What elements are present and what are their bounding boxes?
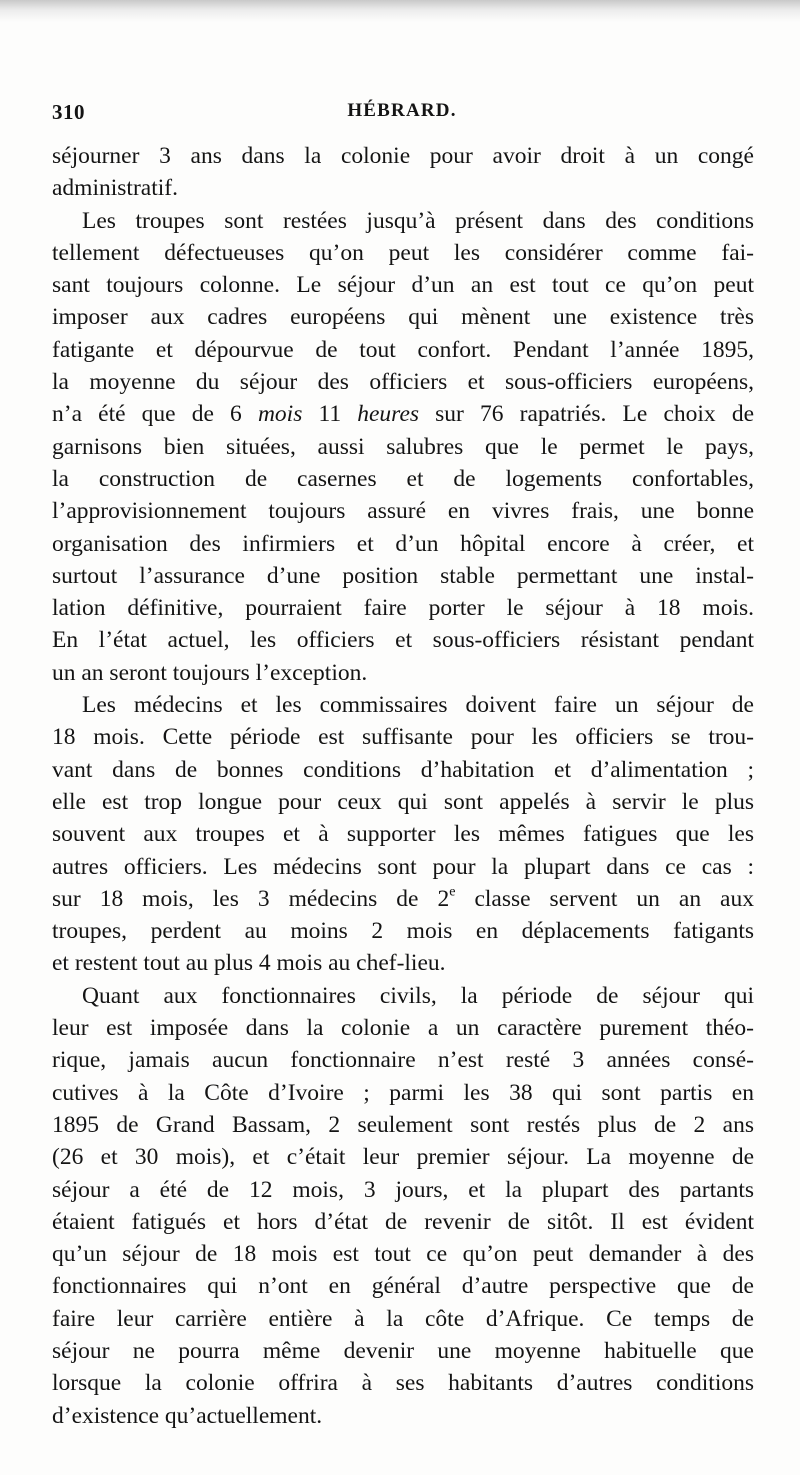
text-line (52, 398, 754, 430)
text-line: organisation des infirmiers et d’un hôpital encore à créer, et (52, 530, 754, 557)
text-fragment: heures (357, 401, 420, 428)
text-line: étaient fatigués et hors d’état de revenir de sitôt. Il est évident (52, 1208, 754, 1235)
body-text (52, 140, 754, 1432)
text-fragment: n’a été que de 6 (52, 401, 258, 428)
text-line: tellement défectueuses qu’on peut les considérer comme fai- (52, 239, 754, 266)
text-line: troupes, perdent au moins 2 mois en déplacements fatigants (52, 918, 754, 945)
text-line: 18 mois. Cette période est suffisante pour les officiers se trou- (52, 724, 754, 751)
text-line: imposer aux cadres européens qui mènent une existence très (52, 304, 754, 331)
text-line: séjour ne pourra même devenir une moyenne habituelle que (52, 1337, 754, 1364)
text-line: Les troupes sont restées jusqu’à présent dans des conditions (82, 207, 754, 234)
text-line: sant toujours colonne. Le séjour d’un an est tout ce qu’on peut (52, 272, 754, 299)
text-line: un an seront toujours l’exception. (52, 659, 368, 686)
text-line: la moyenne du séjour des officiers et sous-officiers européens, (52, 369, 754, 396)
text-line: la construction de casernes et de logements confortables, (52, 465, 754, 492)
text-line: séjour a été de 12 mois, 3 jours, et la plupart des partants (52, 1176, 754, 1203)
text-line: et restent tout au plus 4 mois au chef-lieu. (52, 950, 446, 977)
text-line: (26 et 30 mois), et c’était leur premier séjour. La moyenne de (52, 1144, 754, 1171)
text-line: faire leur carrière entière à la côte d’Afrique. Ce temps de (52, 1305, 754, 1332)
text-line: En l’état actuel, les officiers et sous-officiers résistant pendant (52, 627, 754, 654)
text-line: fatigante et dépourvue de tout confort. Pendant l’année 1895, (52, 336, 754, 363)
text-fragment: mois (257, 401, 303, 428)
text-line: fonctionnaires qui n’ont en général d’autre perspective que de (52, 1273, 754, 1300)
text-fragment: 11 (302, 401, 358, 428)
text-fragment: classe servent un an aux (455, 885, 754, 912)
text-line: lorsque la colonie offrira à ses habitants d’autres conditions (52, 1370, 754, 1397)
text-line: lation définitive, pourraient faire porter le séjour à 18 mois. (52, 595, 754, 622)
text-line: cutives à la Côte d’Ivoire ; parmi les 38 qui sont partis en (52, 1079, 754, 1106)
text-line: leur est imposée dans la colonie a un caractère purement théo- (52, 1015, 754, 1042)
text-line: d’existence qu’actuellement. (52, 1402, 323, 1429)
running-head: HÉBRARD. (347, 100, 457, 121)
text-line: Les médecins et les commissaires doivent faire un séjour de (82, 692, 754, 719)
text-line: vant dans de bonnes conditions d’habitation et d’alimentation ; (52, 756, 754, 783)
text-line: l’approvisionnement toujours assuré en vivres frais, une bonne (52, 498, 754, 525)
text-fragment: sur 76 rapatriés. Le choix de (419, 401, 754, 428)
text-line: souvent aux troupes et à supporter les mêmes fatigues que les (52, 821, 754, 848)
text-line (52, 883, 754, 915)
text-line: Quant aux fonctionnaires civils, la période de séjour qui (82, 982, 754, 1009)
text-line: garnisons bien situées, aussi salubres que le permet le pays, (52, 433, 754, 460)
text-line: séjourner 3 ans dans la colonie pour avoir droit à un congé (52, 143, 754, 169)
page-header (52, 100, 752, 130)
text-fragment: sur 18 mois, les 3 médecins de 2 (52, 885, 450, 912)
page-number: 310 (52, 100, 85, 124)
scan-edge-shadow (0, 0, 800, 22)
text-fragment: e (449, 883, 456, 900)
text-line: autres officiers. Les médecins sont pour la plupart dans ce cas : (52, 853, 754, 880)
text-line: administratif. (52, 175, 178, 202)
text-line: 1895 de Grand Bassam, 2 seulement sont restés plus de 2 ans (52, 1111, 754, 1138)
text-line: elle est trop longue pour ceux qui sont appelés à servir le plus (52, 788, 754, 815)
text-line: qu’un séjour de 18 mois est tout ce qu’on peut demander à des (52, 1241, 754, 1268)
text-line: rique, jamais aucun fonctionnaire n’est resté 3 années consé- (52, 1047, 754, 1074)
text-line: surtout l’assurance d’une position stable permettant une instal- (52, 562, 754, 589)
